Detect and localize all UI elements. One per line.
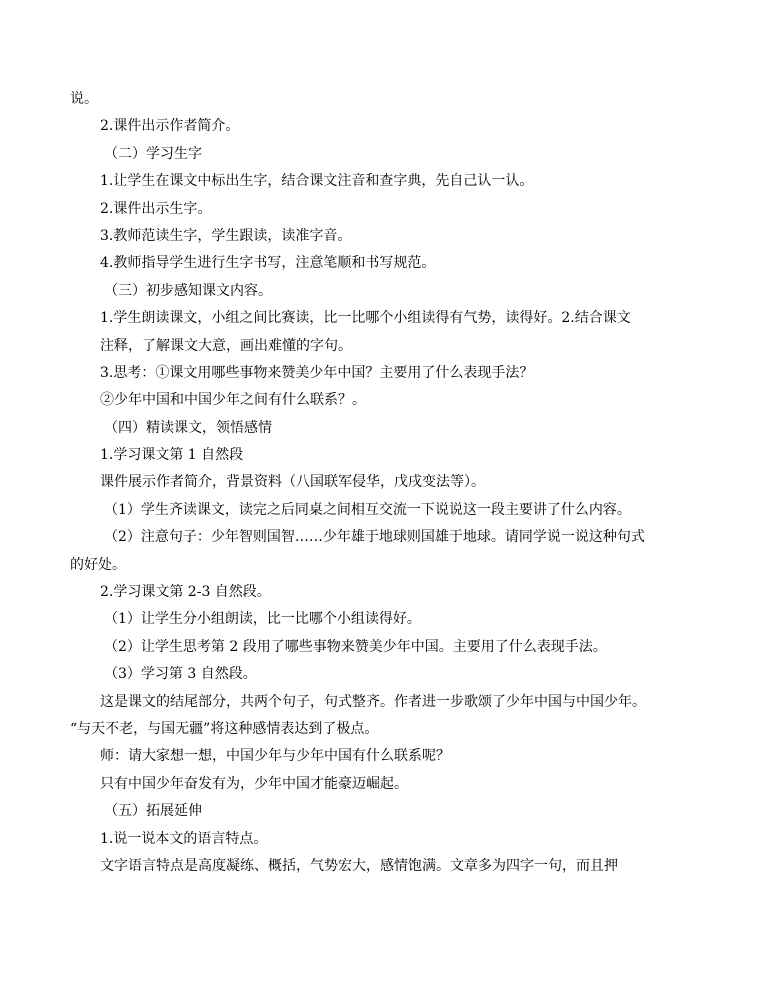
text-line: 2.学习课文第 2-3 自然段。 bbox=[100, 584, 271, 601]
text-line: 说。 bbox=[70, 91, 98, 107]
text-line: 师：请大家想一想，中国少年与少年中国有什么联系呢？ bbox=[100, 748, 450, 765]
text-line: （2）注意句子：少年智则国智……少年雄于地球则国雄于地球。请同学说一说这种句式 bbox=[104, 529, 645, 546]
section-heading: （五）拓展延伸 bbox=[104, 803, 202, 820]
text-line: 3.教师范读生字，学生跟读，读准字音。 bbox=[100, 227, 352, 244]
text-line: 注释，了解课文大意，画出难懂的字句。 bbox=[100, 337, 352, 354]
text-line: “与天不老，与国无疆”将这种感情表达到了极点。 bbox=[70, 720, 379, 737]
text-line: 文字语言特点是高度凝练、概括，气势宏大，感情饱满。文章多为四字一句，而且押 bbox=[100, 857, 618, 874]
text-line: ②少年中国和中国少年之间有什么联系？。 bbox=[100, 392, 366, 409]
text-line: 这是课文的结尾部分，共两个句子，句式整齐。作者进一步歌颂了少年中国与中国少年。 bbox=[100, 693, 646, 710]
text-line: 4.教师指导学生进行生字书写，注意笔顺和书写规范。 bbox=[100, 255, 436, 272]
text-line: 1.让学生在课文中标出生字，结合课文注音和查字典，先自己认一认。 bbox=[100, 173, 534, 190]
section-heading: （三）初步感知课文内容。 bbox=[104, 282, 272, 299]
text-line: 1.学习课文第 1 自然段 bbox=[100, 447, 244, 464]
text-line: （1）学生齐读课文，读完之后同桌之间相互交流一下说说这一段主要讲了什么内容。 bbox=[104, 501, 631, 518]
text-line: （3）学习第 3 自然段。 bbox=[104, 666, 257, 683]
text-line: 的好处。 bbox=[70, 556, 126, 573]
text-line: 3.思考：①课文用哪些事物来赞美少年中国？主要用了什么表现手法？ bbox=[100, 364, 534, 381]
text-line: 1.学生朗读课文，小组之间比赛读，比一比哪个小组读得有气势，读得好。2.结合课文 bbox=[100, 310, 631, 327]
document-body bbox=[70, 86, 710, 880]
text-line: （1）让学生分小组朗读，比一比哪个小组读得好。 bbox=[104, 611, 421, 628]
text-line: 1.说一说本文的语言特点。 bbox=[100, 830, 268, 847]
section-heading: （二）学习生字 bbox=[104, 145, 202, 162]
text-line: 2.课件出示生字。 bbox=[100, 200, 212, 217]
text-line: 2.课件出示作者简介。 bbox=[100, 118, 240, 135]
section-heading: （四）精读课文，领悟感情 bbox=[104, 419, 272, 436]
text-line: （2）让学生思考第 2 段用了哪些事物来赞美少年中国。主要用了什么表现手法。 bbox=[104, 638, 607, 655]
text-line: 只有中国少年奋发有为，少年中国才能豪迈崛起。 bbox=[100, 775, 408, 792]
text-line: 课件展示作者简介，背景资料（八国联军侵华，戊戌变法等）。 bbox=[100, 474, 485, 491]
